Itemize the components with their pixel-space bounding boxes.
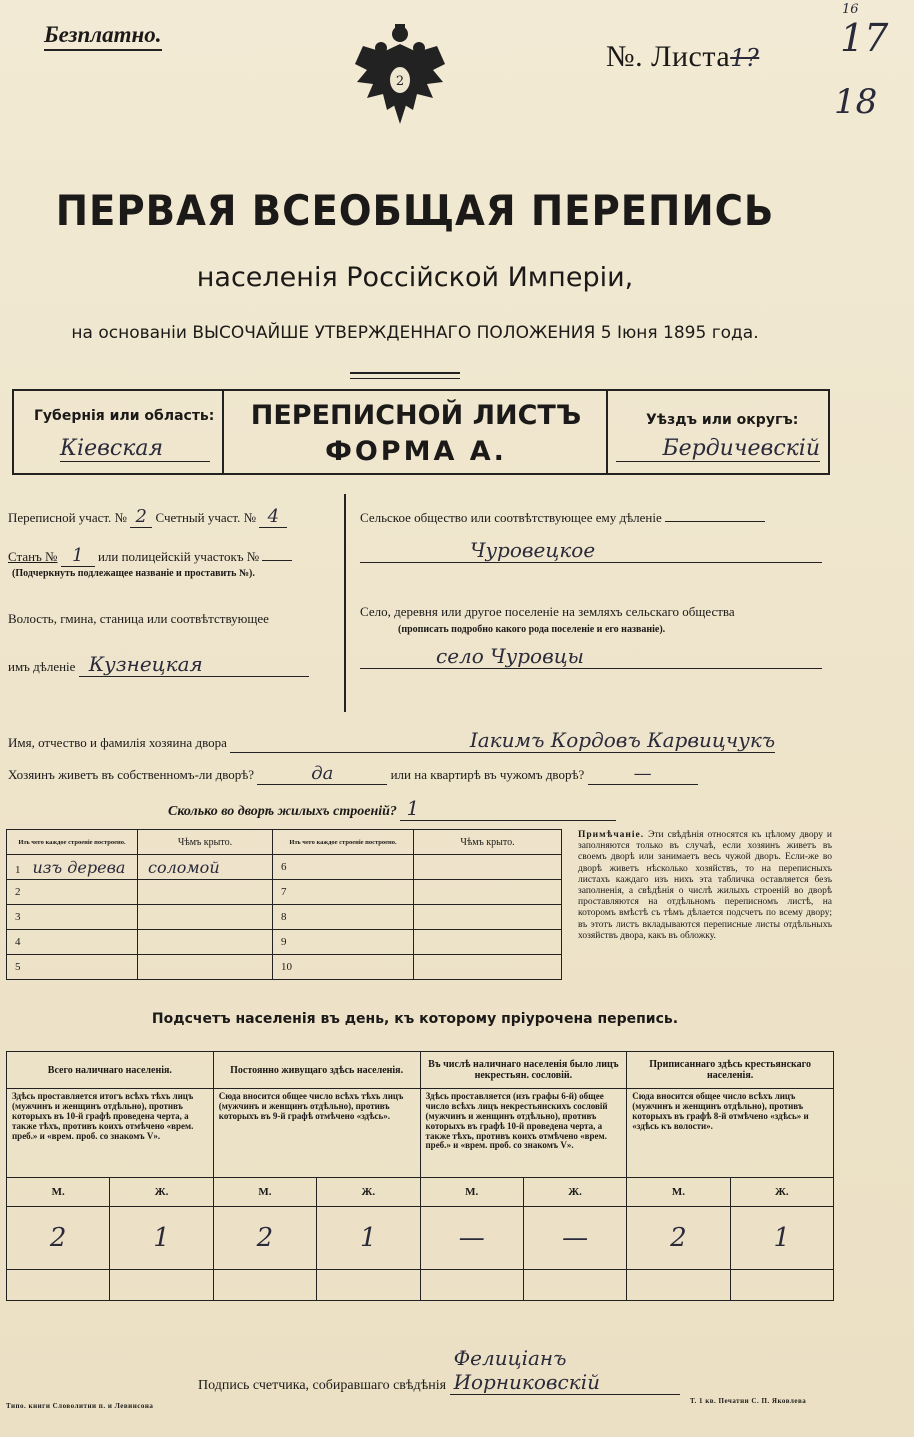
buildings-row [168,796,616,821]
pop-desc-non-peasant: Здѣсь проставляется (изъ графы 6-й) общее число всѣхъ лицъ некрестьянскихъ сословій (мужчинъ и женщинъ отдѣльно), противъ которыхъ въ графѣ 10-й проведена черта, а также тѣхъ, противъ коихъ отмѣчено «врем. преб.» и «врем. проб. со знакомъ V». [420,1089,627,1178]
perepis-uchast-label: Переписной участ. № [8,510,127,525]
rent-value: — [588,763,698,785]
printer-imprint-right: Т. 1 кв. Печатни С. П. Яковлева [690,1397,807,1405]
police-label: или полицейскій участокъ № [97,549,260,564]
row-number: 2 [7,880,138,905]
col-roof-header-2: Чѣмъ крыто. [414,830,562,855]
col-roof-header: Чѣмъ крыто. [138,830,273,855]
buildings-value: 1 [400,796,616,821]
building-roof: соломой [138,855,273,880]
female-header: Ж. [730,1178,833,1207]
svg-text:2: 2 [395,74,405,89]
divider [222,389,224,473]
non-peasant-male-value: — [420,1207,523,1270]
pop-desc-permanent: Сюда вносится общее число всѣхъ тѣхъ лицъ (мужчинъ и женщинъ отдѣльно), противъ которыхъ въ 9-й графѣ отмѣчено «здѣсь». [213,1089,420,1178]
ornament-divider [350,372,460,379]
male-header: М. [627,1178,730,1207]
uezd-value: Бердичевскій [616,436,820,462]
volost-value: Кузнецкая [79,652,309,677]
population-table [6,1051,834,1301]
double-eagle-emblem [353,22,447,126]
male-header: М. [213,1178,316,1207]
row-number: 6 [273,855,414,880]
uezd-label: Уѣздъ или округъ: [646,412,799,428]
row-number: 9 [273,930,414,955]
sheet-no-text: №. Листа [606,40,731,73]
volost-label-2: имъ дѣленіе [8,659,76,674]
owner-name-label: Имя, отчество и фамилія хозяина двора [8,735,227,750]
note-title: Примѣчаніе. [578,830,645,840]
perepis-uchast-value: 2 [130,506,152,528]
divider [606,389,608,473]
pop-desc-peasant: Сюда вносится общее число всѣхъ лицъ (мужчинъ и женщинъ отдѣльно), противъ которыхъ въ графѣ 8-й отмѣчено «здѣсь» и «здѣсь къ волости». [627,1089,834,1178]
row-number: 3 [7,905,138,930]
own-yard-label: Хозяинъ живетъ въ собственномъ-ли дворѣ? [8,767,255,782]
note-block [578,830,832,942]
stan-label: Станъ № [8,549,58,564]
total-female-value: 1 [110,1207,213,1270]
total-male-value: 2 [7,1207,110,1270]
peasant-female-value: 1 [730,1207,833,1270]
gubernia-label: Губернія или область: [34,408,215,424]
female-header: Ж. [110,1178,213,1207]
peasant-male-value: 2 [627,1207,730,1270]
own-yard-value: да [257,763,387,785]
col-material-header-2: Изъ чего каждое строеніе построено. [273,830,414,855]
basis-line: на основаніи ВЫСОЧАЙШЕ УТВЕРЖДЕННАГО ПОЛОЖЕНИЯ 5 Іюня 1895 года. [71,323,759,343]
pop-desc-total: Здѣсь проставляется итогъ всѣхъ тѣхъ лицъ (мужчинъ и женщинъ отдѣльно), противъ которыхъ въ 10-й графѣ проведена черта, а также тѣхъ, противъ коихъ отмѣчено «врем. преб.» и «врем. проб. со знакомъ V». [7,1089,214,1178]
volost-label: Волость, гмина, станица или соотвѣтствующее [8,611,269,626]
main-title: ПЕРВАЯ ВСЕОБЩАЯ ПЕРЕПИСЬ [55,186,775,235]
village-value: село Чуровцы [360,644,822,669]
female-header: Ж. [523,1178,626,1207]
row-number: 7 [273,880,414,905]
own-yard-row [8,763,698,785]
pop-head-non-peasant: Въ числѣ наличнаго населенія было лицъ некрестьян. сословій. [420,1052,627,1089]
stan-note: (Подчеркнуть подлежащее названіе и проставить №). [12,568,255,579]
free-label: Безплатно. [44,22,162,51]
form-title: ПЕРЕПИСНОЙ ЛИСТЪ [250,400,582,431]
signature-row [198,1346,680,1395]
volost-row [8,652,309,677]
buildings-table [6,829,562,980]
stan-row [8,545,292,567]
row-number: 5 [7,955,138,980]
pop-head-peasant: Приписаннаго здѣсь крестьянскаго населенія. [627,1052,834,1089]
sheet-number-label [606,40,759,74]
society-row [360,510,765,526]
corner-small-number: 16 [842,2,859,17]
population-title: Подсчетъ населенія въ день, къ которому пріурочена перепись. [151,1011,679,1027]
buildings-label: Сколько во дворѣ жилыхъ строеній? [168,804,397,819]
signature-label: Подпись счетчика, собиравшаго свѣдѣнія [198,1378,447,1393]
row-number: 4 [7,930,138,955]
printer-imprint-left: Типо. книги Словолитни п. и Левинсона [6,1402,154,1410]
rent-label: или на квартирѣ въ чужомъ дворѣ? [390,767,585,782]
society-value: Чуровецкое [360,538,822,563]
corner-number-bottom: 18 [834,82,878,122]
owner-name-value: Іакимъ Кордовъ Карвицчукъ [230,728,775,753]
gubernia-value: Кіевская [60,436,210,462]
stan-value: 1 [61,545,95,567]
col-material-header: Изъ чего каждое строеніе построено. [7,830,138,855]
pop-head-total: Всего наличнаго населенія. [7,1052,214,1089]
village-label: Село, деревня или другое поселеніе на земляхъ сельскаго общества [360,604,735,619]
society-label: Сельское общество или соотвѣтствующее ему дѣленіе [360,510,662,525]
perepis-uchast-row [8,506,287,528]
non-peasant-female-value: — [523,1207,626,1270]
row-number: 10 [273,955,414,980]
pop-head-permanent: Постоянно живущаго здѣсь населенія. [213,1052,420,1089]
row-number: 8 [273,905,414,930]
female-header: Ж. [317,1178,420,1207]
building-material: изъ дерева [32,857,126,877]
schetny-uchast-label: Счетный участ. № [155,510,257,525]
village-note: (прописать подробно какого рода поселеніе и его названіе). [398,624,666,635]
form-subtitle: ФОРМА А. [325,436,507,467]
permanent-male-value: 2 [213,1207,316,1270]
permanent-female-value: 1 [317,1207,420,1270]
row-number: 1 [15,863,21,876]
sheet-no-value: 1? [730,44,760,72]
subtitle: населенія Россійской Имперіи, [196,262,634,293]
male-header: М. [7,1178,110,1207]
signature-value: Фелиціанъ Иорниковскій [450,1346,680,1395]
divider [344,494,346,712]
corner-number-top: 17 [840,16,889,60]
male-header: М. [420,1178,523,1207]
note-text: Эти свѣдѣнія относятся къ цѣлому двору и заполняются только въ случаѣ, если хозяинъ живетъ въ своемъ дворѣ или занимаетъ весь чужой дворъ. Если-же во дворѣ живетъ нѣсколько хозяйствъ, то на переписныхъ листахъ каждаго изъ нихъ эта табличка оставляется безъ заполненія, а свѣдѣнія о числѣ жилыхъ строеній во дворѣ проставляются на отдѣльномъ переписномъ листѣ, на которомъ вмѣстѣ съ тѣмъ дѣлается подсчетъ по всему двору; въ этотъ листъ вкладываются переписные листы отдѣльныхъ хозяйствъ двора, какъ въ обложку. [578,830,833,941]
schetny-uchast-value: 4 [259,506,287,528]
owner-name-row [8,728,775,753]
